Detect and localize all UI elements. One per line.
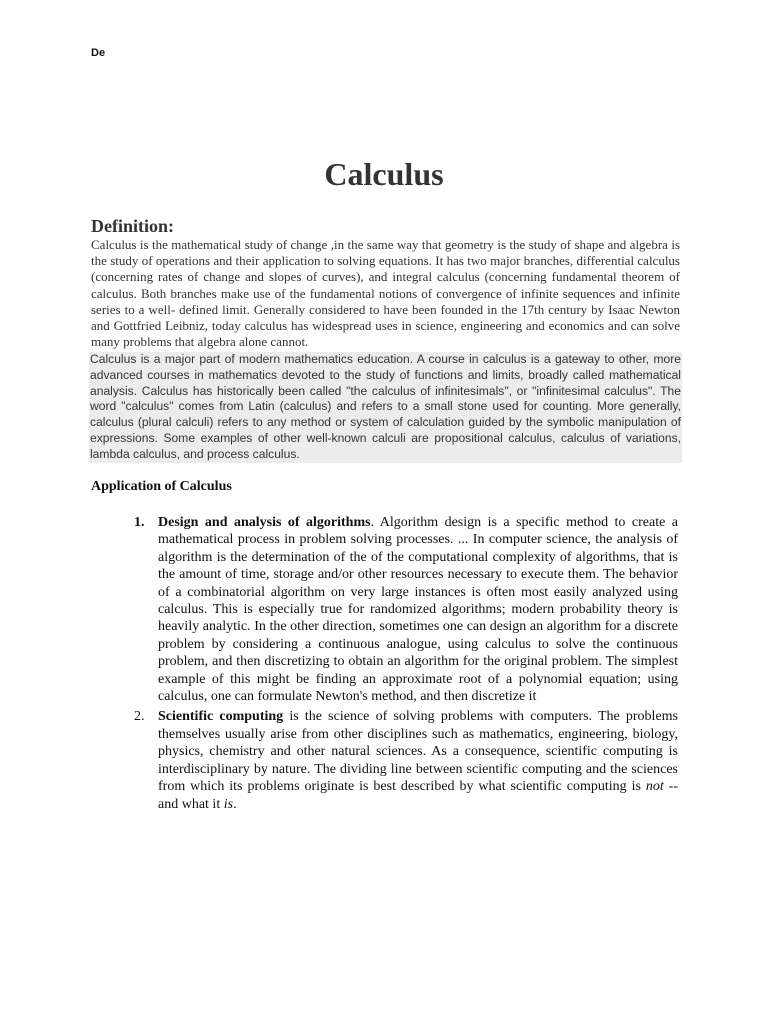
list-item-text: -- and what it [158, 779, 679, 812]
list-item-number: 1. [134, 515, 145, 530]
definition-heading: Definition: [91, 216, 174, 236]
application-heading: Application of Calculus [91, 479, 232, 494]
list-item-text: . Algorithm design is a specific method to create a mathematical process in problem solving processes. ... In computer science, the analysis of algorithm is the determination of the of the computational complexity of algorithms, that is the amount of time, storage and/or other resources necessary to execute them. The behavior of a combinatorial algorithm on very large instances is often most easily analyzed using calculus. This is especially true for randomized algorithms; modern probability theory is heavily analytic. In the other direction, sometimes one can design an algorithm for a discrete problem by considering a continuous analogue, using calculus to solve the continuous problem, and then discretizing to obtain an algorithm for the original problem. The simplest example of this might be finding an approximate root of a polynomial equation; using calculus, one can formulate Newton's method, and then discretize it [158, 515, 678, 705]
list-item [134, 514, 678, 705]
list-item-text: . [233, 796, 237, 812]
page-title: Calculus [324, 156, 444, 192]
list-item-emphasis: is [223, 796, 234, 812]
application-list [134, 514, 679, 816]
page-header-text: De [91, 47, 106, 59]
list-item-title: Scientific computing [158, 709, 284, 725]
definition-paragraph: Calculus is the mathematical study of change ,in the same way that geometry is the study of shape and algebra is the study of operations and their application to solving equations. It has two major branches, differential calculus (concerning rates of change and slopes of curves), and integral calculus (concerning fundamental theorem of calculus. Both branches make use of the fundamental notions of convergence of infinite sequences and infinite series to a well- defined limit. Generally considered to have been founded in the 17th century by Isaac Newton and Gottfried Leibniz, today calculus has widespread uses in science, engineering and economics and can solve many problems that algebra alone cannot. [91, 237, 680, 350]
definition-highlighted-paragraph: Calculus is a major part of modern mathematics education. A course in calculus is a gateway to other, more advanced courses in mathematics devoted to the study of functions and limits, broadly called mathematical analysis. Calculus has historically been called "the calculus of infinitesimals", or "infinitesimal calculus". The word "calculus" comes from Latin (calculus) and refers to a small stone used for counting. More generally, calculus (plural calculi) refers to any method or system of calculation guided by the symbolic manipulation of expressions. Some examples of other well-known calculi are propositional calculus, calculus of variations, lambda calculus, and process calculus. [90, 352, 681, 461]
list-item-emphasis: not [645, 779, 664, 795]
list-item [134, 708, 679, 812]
list-item-number: 2. [134, 709, 145, 725]
list-item-title: Design and analysis of algorithms [158, 515, 371, 530]
list-item-text: is the science of solving problems with computers. The problems themselves usually arise from other disciplines such as mathematics, engineering, biology, physics, chemistry and other natural sciences. As a consequence, scientific computing is interdisciplinary by nature. The dividing line between scientific computing and the sciences from which its problems originate is best described by what scientific computing is [158, 709, 678, 795]
